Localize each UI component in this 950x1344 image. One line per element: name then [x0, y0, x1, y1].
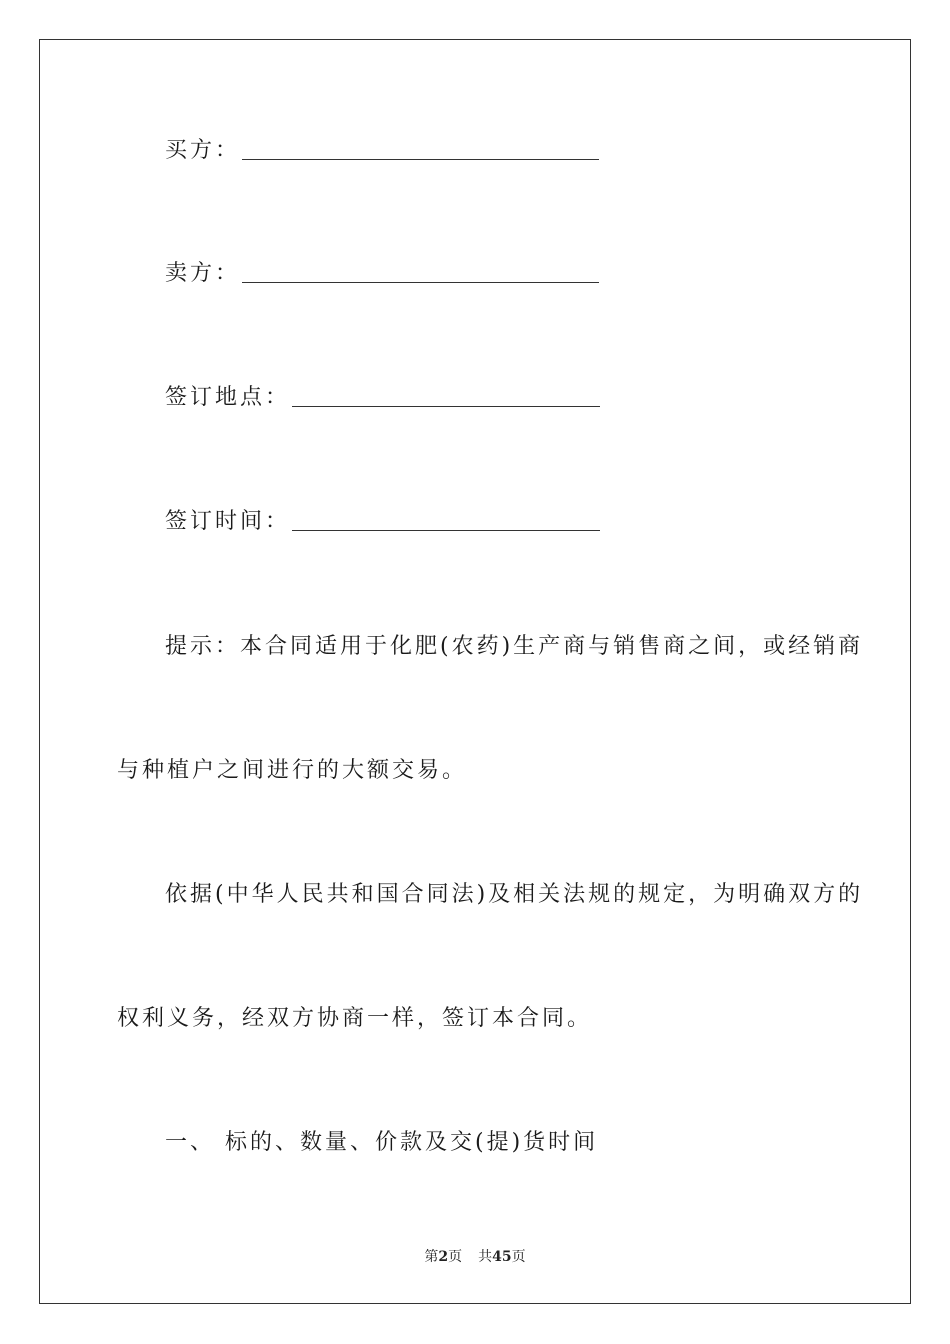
- page-border: [39, 39, 911, 1304]
- sign-time-blank[interactable]: [292, 508, 600, 531]
- footer-total-suffix: 页: [511, 1249, 526, 1265]
- page-footer: [0, 1247, 950, 1267]
- buyer-label: 买方：: [165, 138, 241, 163]
- tip-line-2: 与种植户之间进行的大额交易。: [117, 758, 468, 783]
- seller-blank[interactable]: [242, 260, 599, 283]
- seller-field: [165, 259, 599, 289]
- buyer-blank[interactable]: [242, 137, 599, 160]
- footer-page-number: 2: [438, 1249, 449, 1265]
- tip-line-1: 提示：本合同适用于化肥(农药)生产商与销售商之间，或经销商: [165, 634, 864, 659]
- sign-time-field: [165, 507, 600, 537]
- footer-total-prefix: 共: [478, 1249, 493, 1265]
- buyer-field: [165, 136, 599, 166]
- sign-time-label: 签订时间：: [165, 509, 291, 534]
- basis-line-2: 权利义务，经双方协商一样，签订本合同。: [117, 1006, 593, 1031]
- sign-place-label: 签订地点：: [165, 385, 291, 410]
- sign-place-blank[interactable]: [292, 384, 600, 407]
- basis-line-1: 依据(中华人民共和国合同法)及相关法规的规定，为明确双方的: [165, 882, 864, 907]
- sign-place-field: [165, 383, 600, 413]
- footer-page-suffix: 页: [448, 1249, 463, 1265]
- footer-prefix: 第: [424, 1249, 439, 1265]
- seller-label: 卖方：: [165, 261, 241, 286]
- section-1-heading: 一、 标的、数量、价款及交(提)货时间: [165, 1130, 599, 1155]
- footer-total-pages: 45: [492, 1249, 512, 1265]
